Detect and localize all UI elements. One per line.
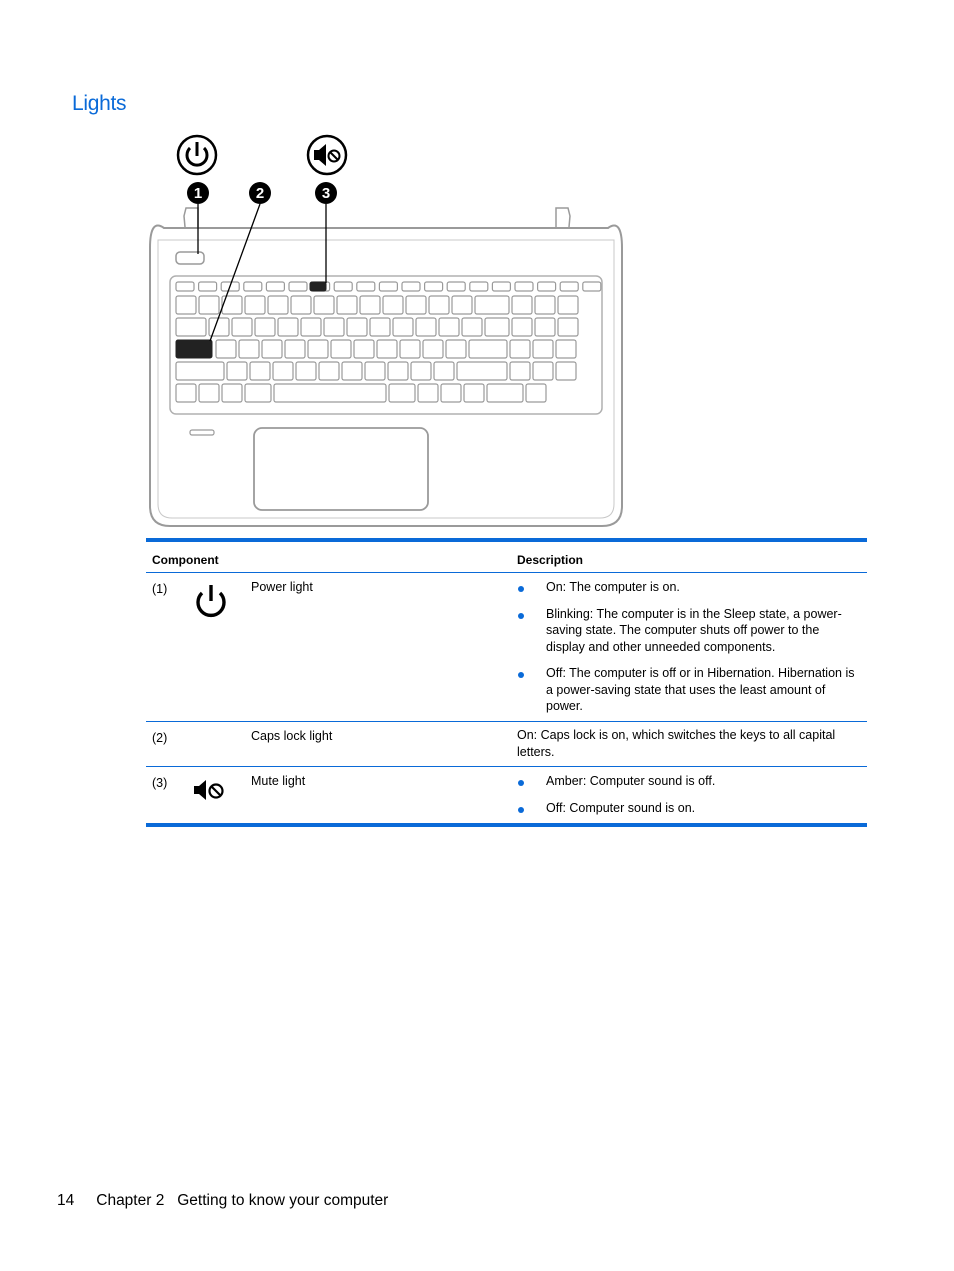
- description-list: [517, 579, 857, 715]
- page-footer: [57, 1192, 388, 1210]
- table-row: [146, 573, 867, 721]
- svg-text:2: 2: [255, 185, 265, 202]
- list-item: [517, 773, 857, 790]
- table-rule: [146, 823, 867, 827]
- lights-table: [146, 538, 867, 827]
- component-name: Power light: [251, 580, 313, 594]
- component-name: Caps lock light: [251, 729, 333, 743]
- list-item: [517, 800, 857, 817]
- bullet-text: On: The computer is on.: [546, 580, 680, 594]
- callout-2: [249, 182, 271, 204]
- mute-icon: [308, 136, 346, 174]
- page-number: 14: [57, 1192, 75, 1209]
- bullet-text: Off: The computer is off or in Hibernation. Hibernation is a power-saving state that uses the least amount of power.: [546, 666, 855, 713]
- power-icon: [178, 136, 216, 174]
- component-description: On: Caps lock is on, which switches the keys to all capital letters.: [517, 728, 836, 759]
- list-item: [517, 579, 857, 596]
- component-name: Mute light: [251, 774, 306, 788]
- page-title: Lights: [72, 92, 127, 115]
- callout-1: [187, 182, 209, 204]
- table-row: [146, 767, 867, 823]
- bullet-text: Amber: Computer sound is off.: [546, 774, 716, 788]
- row-number: (1): [152, 582, 168, 596]
- list-item: [517, 665, 857, 715]
- callout-3: [315, 182, 337, 204]
- description-list: [517, 773, 857, 816]
- power-icon: [192, 583, 230, 626]
- table-header: [146, 542, 867, 572]
- row-number: (3): [152, 776, 168, 790]
- bullet-text: Blinking: The computer is in the Sleep state, a power-saving state. The computer shuts off power to the display and other unneeded components.: [546, 606, 842, 654]
- svg-text:3: 3: [321, 185, 331, 202]
- bullet-text: Off: Computer sound is on.: [546, 800, 696, 815]
- row-number: (2): [152, 731, 168, 745]
- header-description: Description: [517, 553, 584, 567]
- header-component: Component: [152, 553, 219, 567]
- chapter-title: Chapter 2 Getting to know your computer: [96, 1192, 389, 1209]
- list-item: [517, 606, 857, 656]
- svg-text:1: 1: [193, 185, 203, 202]
- mute-icon: [192, 779, 228, 806]
- keyboard-diagram: [140, 128, 640, 538]
- table-row: [146, 722, 867, 766]
